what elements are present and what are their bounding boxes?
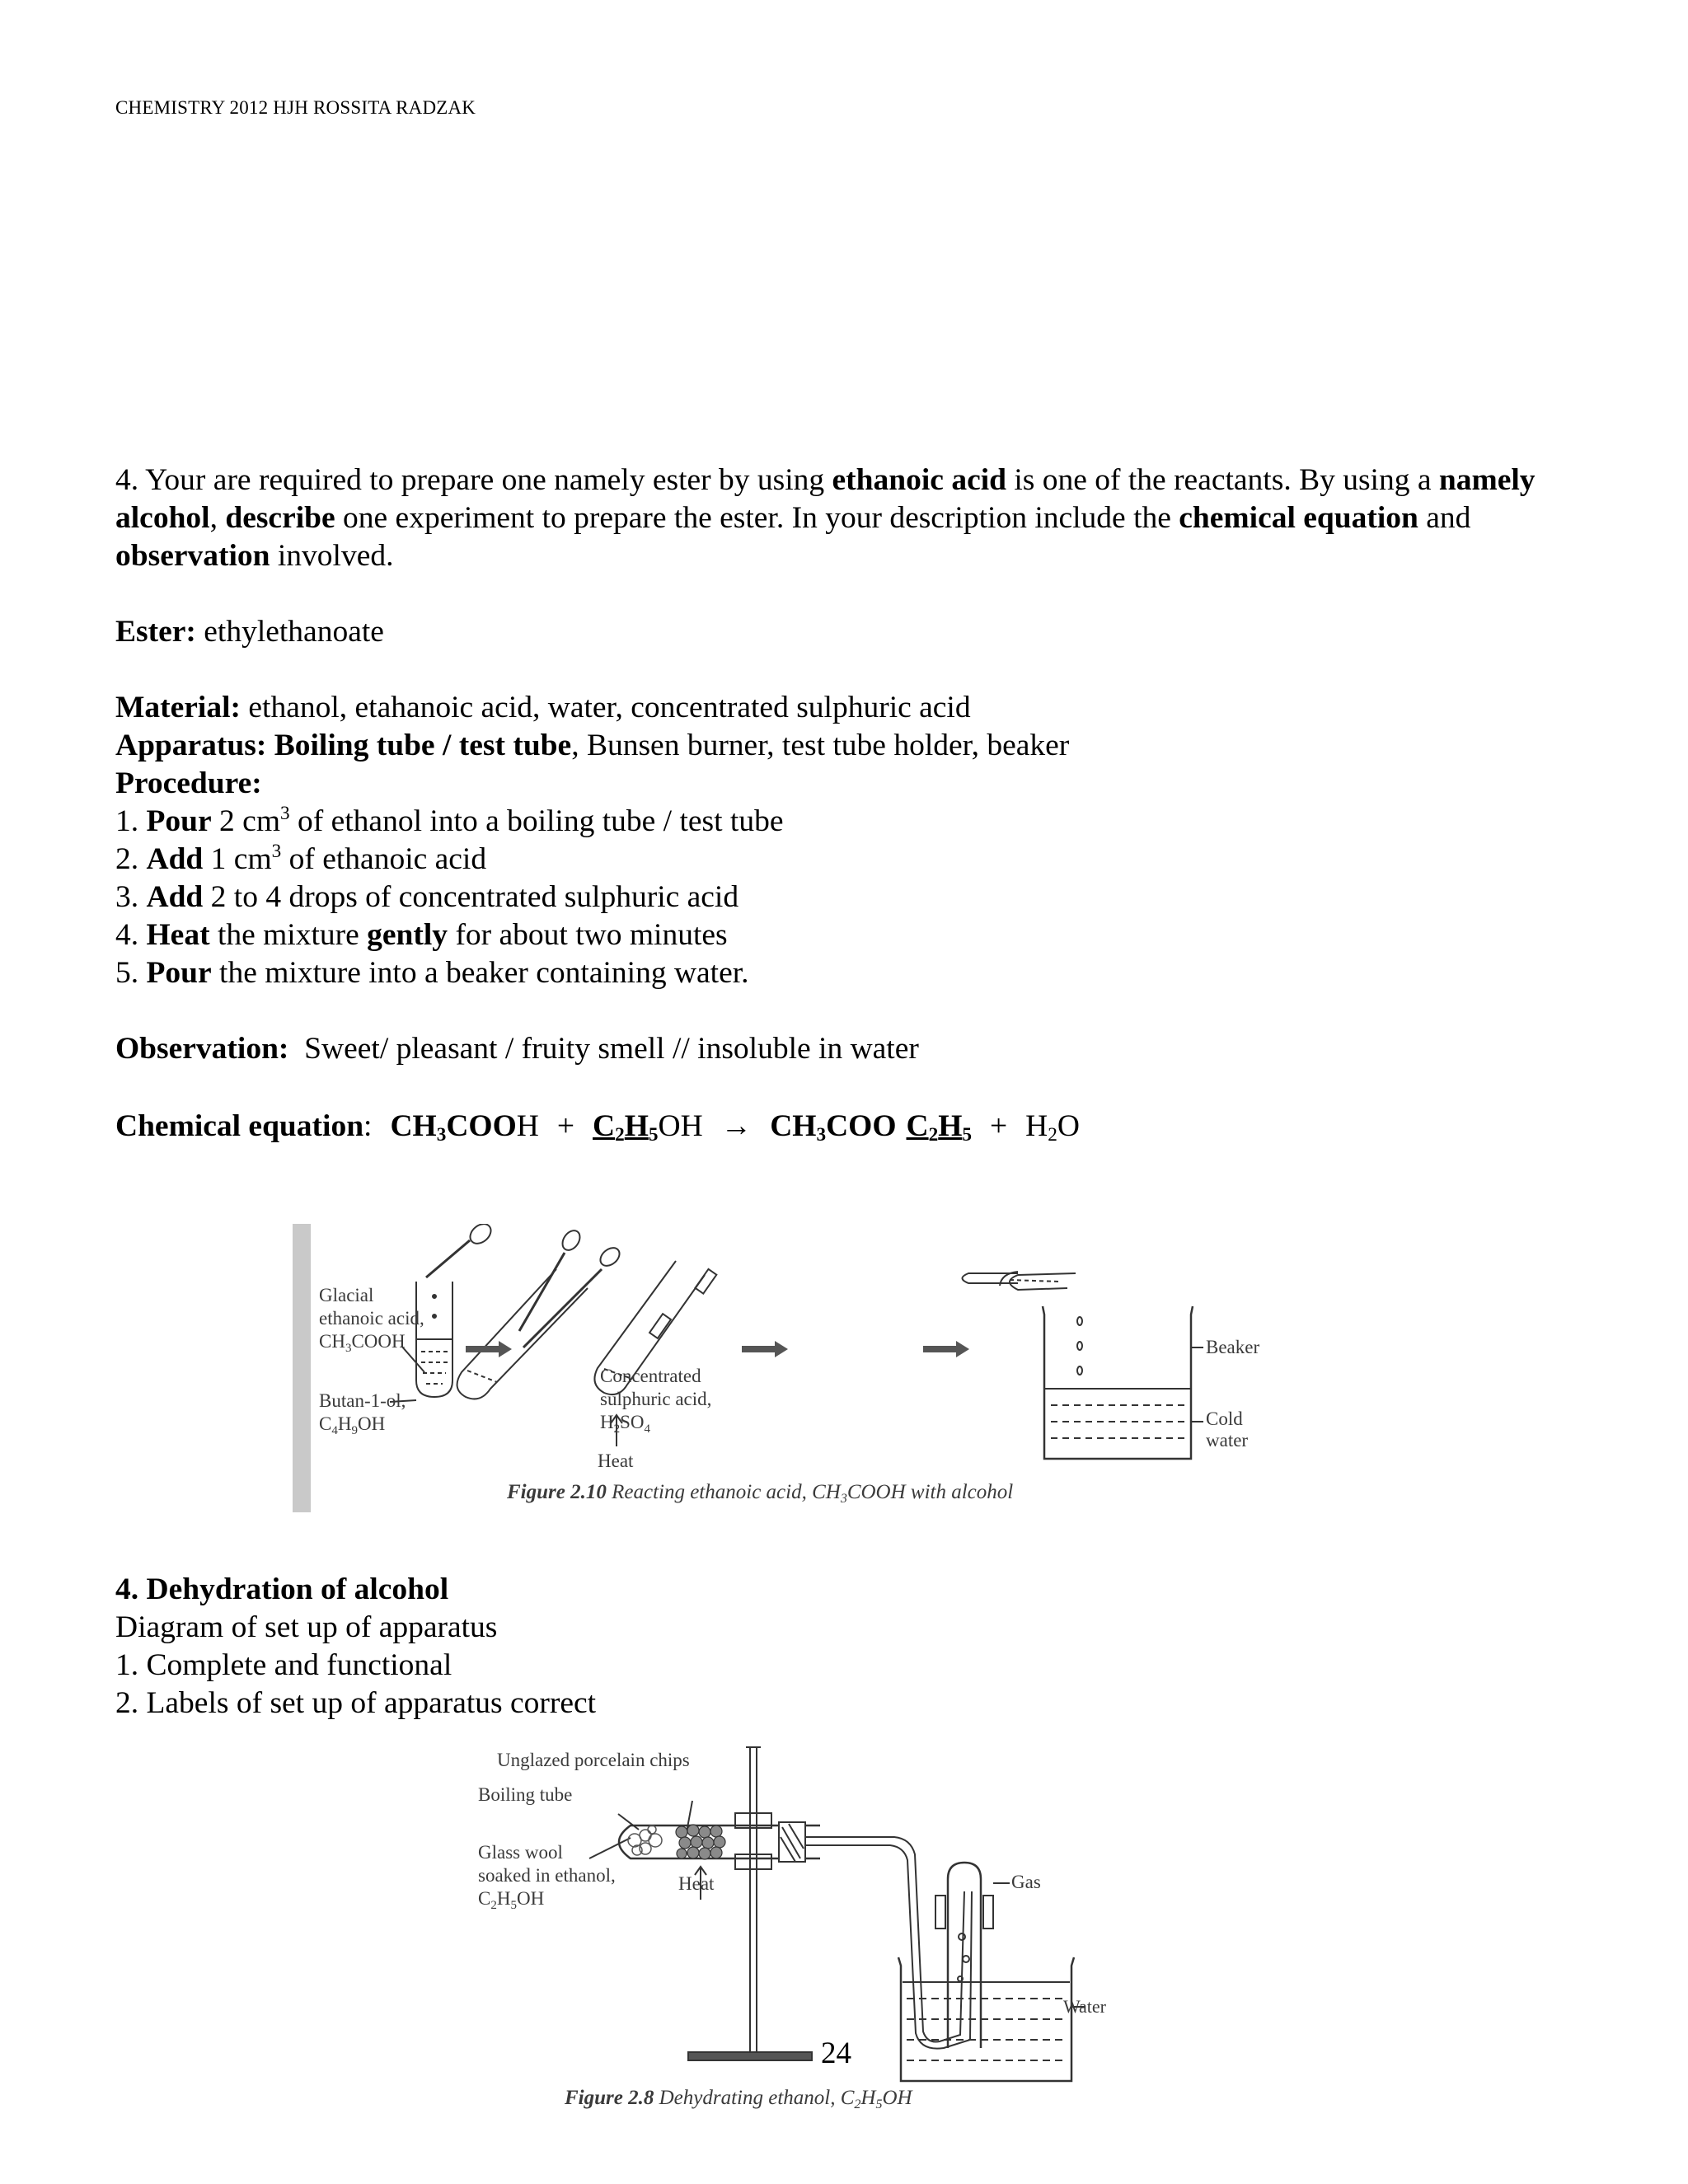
reactant-alcohol-group: $C_2H_5$ [593, 1109, 659, 1146]
label-ethanoic-acid: ethanoic acid, [319, 1308, 424, 1329]
dehydration-line: 1. Complete and functional [115, 1648, 452, 1682]
dehydration-section [115, 1571, 1566, 1722]
label-glass-wool: Glass wool [478, 1842, 563, 1863]
ester-label: Ester: [115, 615, 196, 649]
clamp-icon [983, 1896, 993, 1929]
label-heat: Heat [598, 1451, 634, 1471]
reactant-acid: $CH_3COO$ [390, 1109, 517, 1146]
scan-shadow [293, 1224, 311, 1512]
liquid-dashes [467, 1371, 497, 1382]
figure-esterification-diagram [293, 1224, 1315, 1512]
gas-bubble [959, 1933, 965, 1940]
question-text: , [209, 501, 226, 535]
apparatus-line [115, 727, 1566, 765]
label-porcelain-chips: Unglazed porcelain chips [497, 1750, 690, 1770]
porcelain-chips-icon [676, 1825, 725, 1859]
delivery-tube-inner [805, 1845, 972, 2049]
procedure-step-4 [115, 916, 1566, 954]
step-text: 1 cm [203, 842, 272, 876]
step-text: of ethanol into a boiling tube / test tube [289, 804, 784, 838]
gas-bubble [958, 1976, 963, 1981]
pointer-line [589, 1838, 631, 1858]
label-water: Water [1063, 1996, 1106, 2017]
question-text: 4. Your are required to prepare one namely ester by using [115, 463, 832, 497]
label-soaked-in-ethanol: soaked in ethanol, [478, 1865, 616, 1886]
holder-icon [695, 1269, 716, 1294]
dropper-bulb [467, 1224, 495, 1248]
ester-line [115, 613, 1566, 651]
label-gas: Gas [1011, 1872, 1041, 1892]
right-arrow-icon [742, 1341, 788, 1357]
procedure-heading [115, 765, 1566, 803]
dehydration-line: Diagram of set up of apparatus [115, 1610, 498, 1644]
label-butanol: Butan-1-ol, [319, 1390, 406, 1411]
label-heat: Heat [678, 1873, 715, 1894]
material-label: Material: [115, 691, 241, 724]
question-text: is one of the reactants. By using a [1006, 463, 1439, 497]
drop [433, 1315, 436, 1318]
process-arrows [466, 1341, 969, 1357]
procedure-step-3 [115, 879, 1566, 916]
drop [1077, 1317, 1082, 1325]
step-text: 2 cm [211, 804, 280, 838]
liquid-dashes [1010, 1280, 1059, 1282]
step-bold-gently: gently [367, 918, 448, 952]
step-text: 2 to 4 drops of concentrated sulphuric acid [203, 880, 739, 914]
observation-line [115, 1030, 1566, 1068]
label-beaker: Beaker [1206, 1337, 1260, 1357]
question-bold-observation: observation [115, 539, 270, 573]
ester-value: ethylethanoate [195, 615, 384, 649]
beaker-icon [1043, 1306, 1193, 1459]
observation-value: Sweet/ pleasant / fruity smell // insoluble in water [288, 1032, 919, 1066]
clamp-icon [935, 1896, 945, 1929]
plus-sign: + [990, 1109, 1008, 1143]
reactant-alcohol-oh: OH [658, 1109, 703, 1143]
material-value: ethanol, etahanoic acid, water, concentrated sulphuric acid [241, 691, 971, 724]
product-ester: $CH_3COO$ [770, 1109, 897, 1146]
delivery-tube-icon [805, 1837, 964, 2042]
superscript: 3 [271, 841, 282, 863]
right-arrow-icon [923, 1341, 969, 1357]
plus-sign: + [556, 1109, 575, 1143]
equation-label: Chemical equation [115, 1109, 364, 1143]
drop [1077, 1342, 1082, 1350]
product-ester-ethyl: $C_2H_5$ [906, 1109, 973, 1146]
label-water: water [1206, 1430, 1249, 1451]
water-dashes [907, 1999, 1067, 2060]
procedure-step-5 [115, 954, 1566, 992]
figure-dehydration-diagram [466, 1735, 1109, 2114]
page-header: CHEMISTRY 2012 HJH ROSSITA RADZAK [115, 97, 476, 118]
reactant-acid-h: H [516, 1109, 539, 1143]
document-body [115, 462, 1566, 1146]
page-number: 24 [821, 2036, 851, 2070]
dropper-bulb [597, 1244, 622, 1270]
label-ch3cooh: $CH_3COOH$ [319, 1331, 406, 1355]
question-bold-namely-alcohol: namely alcohol [115, 463, 1536, 535]
question-text: one experiment to prepare the ester. In your description include the [335, 501, 1179, 535]
stand-base-icon [688, 2052, 812, 2060]
label-c2h5oh: $C_2H_5OH$ [478, 1888, 545, 1912]
label-glacial: Glacial [319, 1285, 374, 1305]
step-number: 4. [115, 918, 147, 952]
step-text: for about two minutes [448, 918, 728, 952]
gas-bubble [963, 1956, 969, 1962]
clamp-icon [735, 1854, 771, 1869]
step-text: the mixture into a beaker containing water. [211, 956, 749, 990]
label-sulphuric-acid: sulphuric acid, [600, 1389, 712, 1409]
question-bold-chemical-equation: chemical equation [1179, 501, 1418, 535]
step-number: 3. [115, 880, 147, 914]
step-number: 5. [115, 956, 147, 990]
test-tube-tilted-icon [457, 1269, 588, 1399]
material-line [115, 689, 1566, 727]
label-c4h9oh: $C_4H_9OH$ [319, 1413, 386, 1437]
question-text: and [1418, 501, 1471, 535]
liquid-dashes [421, 1352, 448, 1384]
label-boiling-tube: Boiling tube [478, 1784, 573, 1805]
drop [433, 1295, 436, 1298]
step-number: 1. [115, 804, 147, 838]
observation-label: Observation: [115, 1032, 289, 1066]
drop [1077, 1366, 1082, 1375]
step-verb: Pour [146, 956, 212, 990]
step-verb: Add [146, 880, 204, 914]
dropper-icon [426, 1240, 470, 1277]
step-verb: Add [146, 842, 204, 876]
procedure-step-1 [115, 803, 1566, 841]
step-text: the mixture [209, 918, 368, 952]
dehydration-title [115, 1571, 1566, 1609]
label-concentrated: Concentrated [600, 1366, 701, 1386]
reaction-arrow: → [720, 1109, 753, 1143]
step-text: of ethanoic acid [281, 842, 487, 876]
dehydration-line: 2. Labels of set up of apparatus correct [115, 1686, 597, 1720]
dropper-icon [523, 1269, 602, 1347]
pointer-line [1191, 1347, 1203, 1422]
chemical-equation-line [115, 1108, 1566, 1146]
question-bold-ethanoic-acid: ethanoic acid [832, 463, 1006, 497]
step-verb: Pour [146, 804, 212, 838]
superscript: 3 [280, 803, 290, 825]
glass-wool-icon [628, 1825, 662, 1855]
step-verb: Heat [146, 918, 210, 952]
dropper-bulb [559, 1227, 584, 1254]
question-bold-describe: describe [225, 501, 335, 535]
figure-caption: Figure 2.10 Reacting ethanoic acid, $CH_3COOH$ with alcohol [507, 1481, 1014, 1506]
water-dashes [1051, 1405, 1187, 1438]
question-text: involved. [270, 539, 394, 573]
product-water: $H_2O$ [1025, 1109, 1080, 1146]
question-paragraph [115, 462, 1566, 575]
procedure-step-2 [115, 841, 1566, 879]
label-h2so4: $H_2SO_4$ [600, 1412, 651, 1436]
procedure-label: Procedure: [115, 766, 262, 800]
section-heading: 4. Dehydration of alcohol [115, 1572, 449, 1606]
label-cold: Cold [1206, 1408, 1243, 1429]
apparatus-value: , Bunsen burner, test tube holder, beaker [571, 729, 1070, 762]
retort-stand-icon [750, 1747, 757, 2052]
apparatus-label: Apparatus: Boiling tube / test tube [115, 729, 572, 762]
step-number: 2. [115, 842, 147, 876]
equation-colon: : [363, 1109, 373, 1143]
figure-caption: Figure 2.8 Dehydrating ethanol, $C_2H_5OH$ [565, 2087, 912, 2111]
